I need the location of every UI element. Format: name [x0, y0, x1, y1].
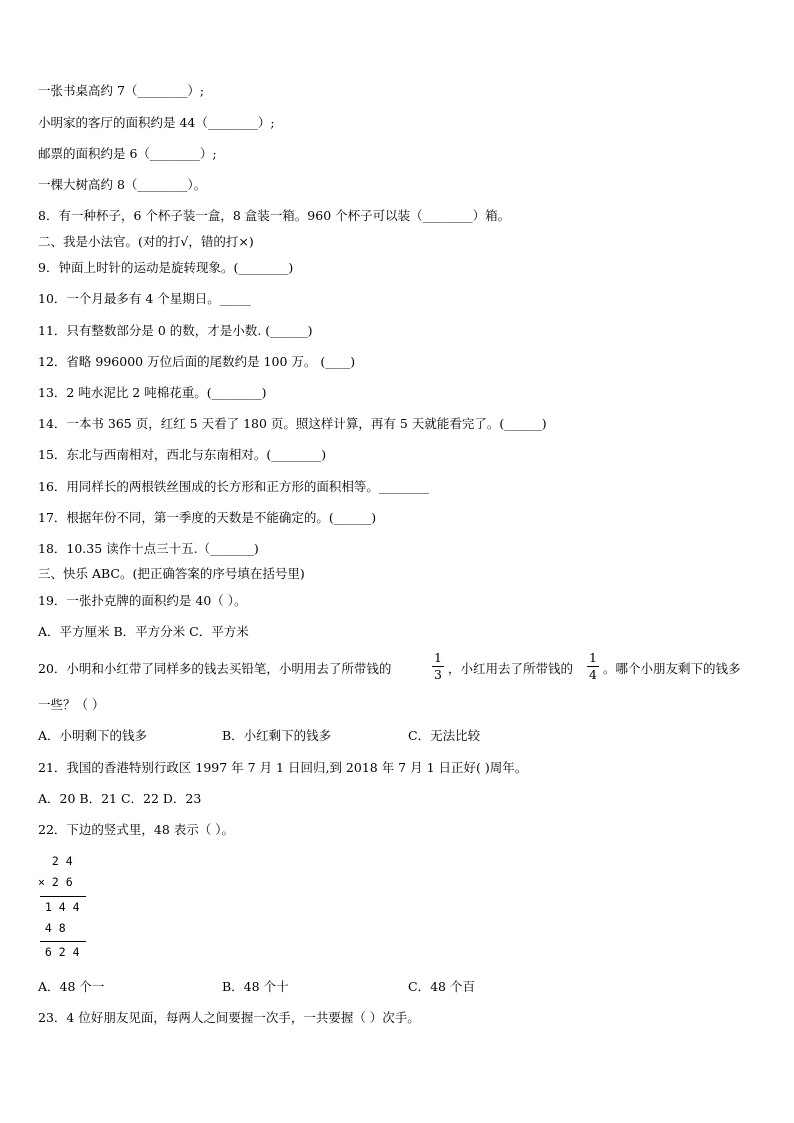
question-20-option-b: B．小红剩下的钱多 [222, 728, 332, 743]
line-desk-height: 一张书桌高约 7（________）; [38, 83, 205, 98]
question-19-options: A．平方厘米 B．平方分米 C．平方米 [38, 624, 249, 639]
fraction-numerator: 1 [434, 650, 442, 665]
question-11: 11．只有整数部分是 0 的数，才是小数. (______) [38, 323, 313, 338]
question-21-options: A．20 B．21 C．22 D．23 [38, 791, 202, 806]
question-13: 13．2 吨水泥比 2 吨棉花重。(________) [38, 385, 267, 400]
section-3-heading: 三、快乐 ABC。(把正确答案的序号填在括号里) [38, 566, 305, 581]
question-21: 21．我国的香港特别行政区 1997 年 7 月 1 日回归,到 2018 年 7 月 1 日正好( )周年。 [38, 760, 528, 775]
question-17: 17．根据年份不同，第一季度的天数是不能确定的。(______) [38, 510, 377, 525]
section-2-heading: 二、我是小法官。(对的打√，错的打×) [38, 234, 254, 249]
question-16: 16．用同样长的两根铁丝围成的长方形和正方形的面积相等。________ [38, 479, 429, 494]
vertical-calc-partial-1: 1 4 4 [38, 900, 80, 914]
fraction-one-quarter [587, 651, 599, 682]
question-23: 23．4 位好朋友见面，每两人之间要握一次手，一共要握（ ）次手。 [38, 1010, 420, 1025]
vertical-calc-partial-2: 4 8 [38, 921, 66, 935]
question-9: 9．钟面上时针的运动是旋转现象。(________) [38, 260, 294, 275]
question-10: 10．一个月最多有 4 个星期日。_____ [38, 291, 252, 306]
question-14: 14．一本书 365 页，红红 5 天看了 180 页。照这样计算，再有 5 天就能看完了。(______) [38, 416, 547, 431]
question-22-option-c: C．48 个百 [408, 979, 475, 994]
vertical-calc-rule-1 [40, 896, 86, 897]
vertical-calc-rule-2 [40, 941, 86, 942]
question-22-option-a: A．48 个一 [38, 979, 105, 994]
question-20-option-c: C．无法比较 [408, 728, 481, 743]
fraction-denominator: 4 [589, 667, 597, 682]
question-8: 8．有一种杯子，6 个杯子装一盒，8 盒装一箱。960 个杯子可以装（________）箱。 [38, 208, 511, 223]
question-20-part3: 。哪个小朋友剩下的钱多 [603, 661, 741, 676]
question-22: 22．下边的竖式里，48 表示（ ）。 [38, 822, 235, 837]
vertical-calc-multiplier: × 2 6 [38, 875, 73, 889]
fraction-denominator: 3 [434, 667, 442, 682]
question-15: 15．东北与西南相对，西北与东南相对。(________) [38, 447, 327, 462]
fraction-one-third [432, 651, 444, 682]
question-20-option-a: A．小明剩下的钱多 [38, 728, 148, 743]
line-tree-height: 一棵大树高约 8（________）。 [38, 177, 207, 192]
question-22-option-b: B．48 个十 [222, 979, 289, 994]
fraction-numerator: 1 [589, 650, 597, 665]
question-12: 12．省略 996000 万位后面的尾数约是 100 万。 (____) [38, 354, 356, 369]
vertical-calc-product: 6 2 4 [38, 945, 80, 959]
question-18: 18．10.35 读作十点三十五.（_______) [38, 541, 259, 556]
question-19: 19．一张扑克牌的面积约是 40（ ）。 [38, 593, 247, 608]
line-living-room-area: 小明家的客厅的面积约是 44（________）; [38, 115, 275, 130]
question-20-part2: ，小红用去了所带钱的 [448, 661, 574, 676]
question-20-line2: 一些？（ ） [38, 697, 105, 712]
line-stamp-area: 邮票的面积约是 6（________）; [38, 146, 217, 161]
question-20-part1: 20．小明和小红带了同样多的钱去买铅笔，小明用去了所带钱的 [38, 661, 392, 676]
vertical-calc-multiplicand: 2 4 [38, 854, 73, 868]
